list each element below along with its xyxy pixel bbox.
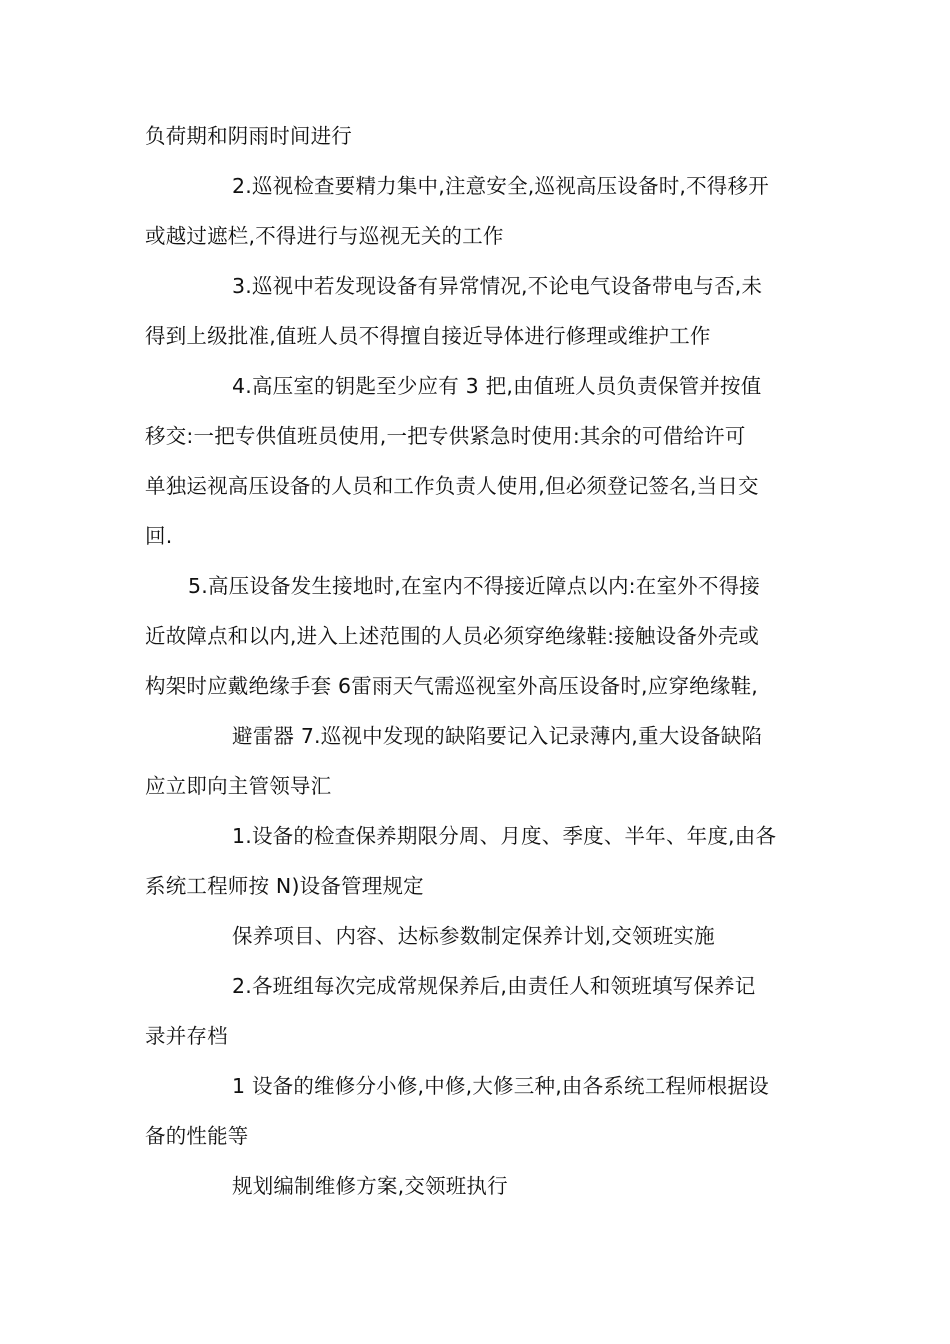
text-line: 移交:一把专供值班员使用,一把专供紧急时使用:其余的可借给许可 (145, 424, 746, 448)
text-line: 2.各班组每次完成常规保养后,由责任人和领班填写保养记 (232, 974, 756, 998)
text-line: 3.巡视中若发现设备有异常情况,不论电气设备带电与否,未 (232, 274, 763, 298)
text-line: 系统工程师按 N)设备管理规定 (145, 874, 424, 898)
text-line: 备的性能等 (145, 1124, 249, 1148)
text-line: 4.高压室的钥匙至少应有 3 把,由值班人员负责保管并按值 (232, 374, 762, 398)
text-line: 5.高压设备发生接地时,在室内不得接近障点以内:在室外不得接 (188, 574, 760, 598)
text-line: 避雷器 7.巡视中发现的缺陷要记入记录薄内,重大设备缺陷 (232, 724, 763, 748)
text-line: 录并存档 (145, 1024, 228, 1048)
text-line: 2.巡视检查要精力集中,注意安全,巡视高压设备时,不得移开 (232, 174, 769, 198)
text-line: 1 设备的维修分小修,中修,大修三种,由各系统工程师根据设 (232, 1074, 769, 1098)
text-line: 构架时应戴绝缘手套 6雷雨天气需巡视室外高压设备时,应穿绝缘鞋, (145, 674, 758, 698)
text-line: 或越过遮栏,不得进行与巡视无关的工作 (145, 224, 504, 248)
text-line: 保养项目、内容、达标参数制定保养计划,交领班实施 (232, 924, 715, 948)
text-line: 1.设备的检查保养期限分周、月度、季度、半年、年度,由各 (232, 824, 777, 848)
text-line: 负荷期和阴雨时间进行 (145, 124, 352, 148)
text-line: 单独运视高压设备的人员和工作负责人使用,但必须登记签名,当日交 (145, 474, 759, 498)
text-line: 回. (145, 524, 173, 548)
text-line: 近故障点和以内,进入上述范围的人员必须穿绝缘鞋:接触设备外壳或 (145, 624, 760, 648)
text-line: 规划编制维修方案,交领班执行 (232, 1174, 508, 1198)
text-line: 应立即向主管领导汇 (145, 774, 332, 798)
text-line: 得到上级批准,值班人员不得擅自接近导体进行修理或维护工作 (145, 324, 711, 348)
